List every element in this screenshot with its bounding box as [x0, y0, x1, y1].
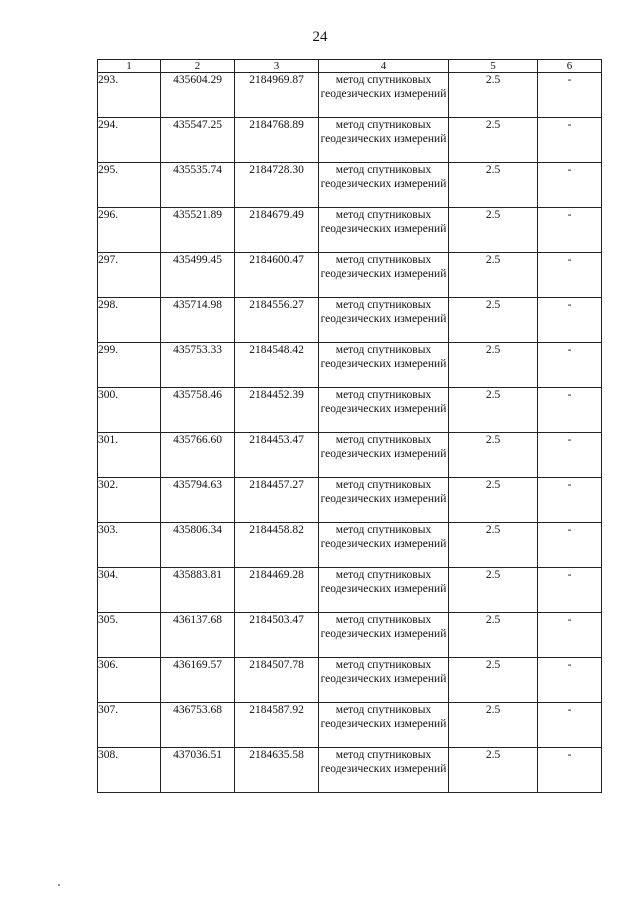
table-body [98, 73, 602, 793]
y-coordinate-cell: 2184635.58 [235, 748, 319, 793]
table-row [98, 208, 602, 253]
extra-cell: - [538, 388, 602, 433]
extra-cell: - [538, 298, 602, 343]
accuracy-cell: 2.5 [449, 388, 538, 433]
point-number-cell: 294. [98, 118, 161, 163]
accuracy-cell: 2.5 [449, 703, 538, 748]
method-cell: метод спутниковых геодезических измерений [319, 523, 449, 568]
table-row [98, 703, 602, 748]
extra-cell: - [538, 568, 602, 613]
point-number-cell: 297. [98, 253, 161, 298]
extra-cell: - [538, 613, 602, 658]
accuracy-cell: 2.5 [449, 748, 538, 793]
table-row [98, 298, 602, 343]
x-coordinate-cell: 435521.89 [161, 208, 235, 253]
column-header: 4 [319, 60, 449, 73]
x-coordinate-cell: 436137.68 [161, 613, 235, 658]
table-row [98, 388, 602, 433]
y-coordinate-cell: 2184457.27 [235, 478, 319, 523]
x-coordinate-cell: 435714.98 [161, 298, 235, 343]
column-header: 1 [98, 60, 161, 73]
point-number-cell: 304. [98, 568, 161, 613]
point-number-cell: 300. [98, 388, 161, 433]
x-coordinate-cell: 435758.46 [161, 388, 235, 433]
y-coordinate-cell: 2184728.30 [235, 163, 319, 208]
method-cell: метод спутниковых геодезических измерений [319, 343, 449, 388]
y-coordinate-cell: 2184507.78 [235, 658, 319, 703]
point-number-cell: 299. [98, 343, 161, 388]
table-row [98, 118, 602, 163]
accuracy-cell: 2.5 [449, 253, 538, 298]
y-coordinate-cell: 2184452.39 [235, 388, 319, 433]
extra-cell: - [538, 343, 602, 388]
x-coordinate-cell: 437036.51 [161, 748, 235, 793]
point-number-cell: 302. [98, 478, 161, 523]
table-header-row [98, 60, 602, 73]
method-cell: метод спутниковых геодезических измерений [319, 433, 449, 478]
method-cell: метод спутниковых геодезических измерений [319, 658, 449, 703]
method-cell: метод спутниковых геодезических измерений [319, 73, 449, 118]
accuracy-cell: 2.5 [449, 163, 538, 208]
table-row [98, 748, 602, 793]
y-coordinate-cell: 2184469.28 [235, 568, 319, 613]
table-row [98, 433, 602, 478]
point-number-cell: 298. [98, 298, 161, 343]
extra-cell: - [538, 208, 602, 253]
point-number-cell: 305. [98, 613, 161, 658]
y-coordinate-cell: 2184600.47 [235, 253, 319, 298]
column-header: 6 [538, 60, 602, 73]
point-number-cell: 293. [98, 73, 161, 118]
column-header: 2 [161, 60, 235, 73]
accuracy-cell: 2.5 [449, 478, 538, 523]
table-row [98, 658, 602, 703]
x-coordinate-cell: 435766.60 [161, 433, 235, 478]
page-number: 24 [312, 29, 328, 45]
y-coordinate-cell: 2184679.49 [235, 208, 319, 253]
accuracy-cell: 2.5 [449, 343, 538, 388]
y-coordinate-cell: 2184503.47 [235, 613, 319, 658]
x-coordinate-cell: 435499.45 [161, 253, 235, 298]
method-cell: метод спутниковых геодезических измерений [319, 253, 449, 298]
x-coordinate-cell: 435883.81 [161, 568, 235, 613]
extra-cell: - [538, 163, 602, 208]
accuracy-cell: 2.5 [449, 118, 538, 163]
column-header: 5 [449, 60, 538, 73]
column-header: 3 [235, 60, 319, 73]
accuracy-cell: 2.5 [449, 523, 538, 568]
accuracy-cell: 2.5 [449, 208, 538, 253]
accuracy-cell: 2.5 [449, 658, 538, 703]
point-number-cell: 303. [98, 523, 161, 568]
accuracy-cell: 2.5 [449, 298, 538, 343]
y-coordinate-cell: 2184768.89 [235, 118, 319, 163]
accuracy-cell: 2.5 [449, 73, 538, 118]
table-row [98, 478, 602, 523]
scan-speck [58, 884, 60, 886]
y-coordinate-cell: 2184587.92 [235, 703, 319, 748]
point-number-cell: 308. [98, 748, 161, 793]
x-coordinate-cell: 436753.68 [161, 703, 235, 748]
extra-cell: - [538, 478, 602, 523]
table-row [98, 568, 602, 613]
method-cell: метод спутниковых геодезических измерений [319, 568, 449, 613]
y-coordinate-cell: 2184453.47 [235, 433, 319, 478]
method-cell: метод спутниковых геодезических измерений [319, 208, 449, 253]
x-coordinate-cell: 435547.25 [161, 118, 235, 163]
x-coordinate-cell: 436169.57 [161, 658, 235, 703]
method-cell: метод спутниковых геодезических измерений [319, 703, 449, 748]
method-cell: метод спутниковых геодезических измерений [319, 613, 449, 658]
y-coordinate-cell: 2184969.87 [235, 73, 319, 118]
extra-cell: - [538, 253, 602, 298]
y-coordinate-cell: 2184458.82 [235, 523, 319, 568]
x-coordinate-cell: 435794.63 [161, 478, 235, 523]
extra-cell: - [538, 523, 602, 568]
table-row [98, 163, 602, 208]
extra-cell: - [538, 118, 602, 163]
method-cell: метод спутниковых геодезических измерений [319, 298, 449, 343]
accuracy-cell: 2.5 [449, 568, 538, 613]
x-coordinate-cell: 435604.29 [161, 73, 235, 118]
method-cell: метод спутниковых геодезических измерений [319, 163, 449, 208]
point-number-cell: 296. [98, 208, 161, 253]
method-cell: метод спутниковых геодезических измерений [319, 478, 449, 523]
y-coordinate-cell: 2184548.42 [235, 343, 319, 388]
accuracy-cell: 2.5 [449, 613, 538, 658]
table-row [98, 253, 602, 298]
extra-cell: - [538, 433, 602, 478]
point-number-cell: 301. [98, 433, 161, 478]
extra-cell: - [538, 658, 602, 703]
method-cell: метод спутниковых геодезических измерений [319, 388, 449, 433]
x-coordinate-cell: 435806.34 [161, 523, 235, 568]
point-number-cell: 307. [98, 703, 161, 748]
method-cell: метод спутниковых геодезических измерений [319, 748, 449, 793]
point-number-cell: 295. [98, 163, 161, 208]
extra-cell: - [538, 73, 602, 118]
coordinates-table [97, 59, 602, 793]
extra-cell: - [538, 703, 602, 748]
table-row [98, 523, 602, 568]
extra-cell: - [538, 748, 602, 793]
x-coordinate-cell: 435753.33 [161, 343, 235, 388]
table-row [98, 613, 602, 658]
table-row [98, 343, 602, 388]
y-coordinate-cell: 2184556.27 [235, 298, 319, 343]
point-number-cell: 306. [98, 658, 161, 703]
table-row [98, 73, 602, 118]
method-cell: метод спутниковых геодезических измерений [319, 118, 449, 163]
accuracy-cell: 2.5 [449, 433, 538, 478]
x-coordinate-cell: 435535.74 [161, 163, 235, 208]
